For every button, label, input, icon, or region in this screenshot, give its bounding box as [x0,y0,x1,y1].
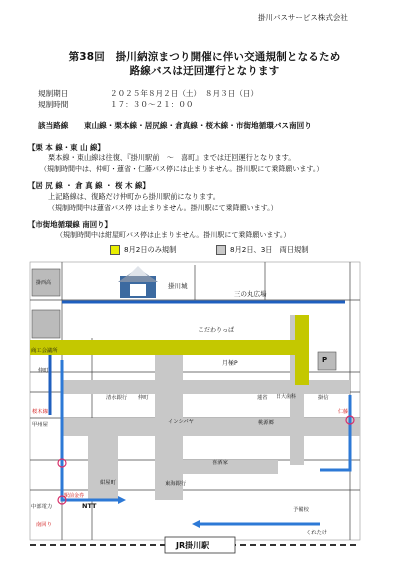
map-label-chubu: 中部電力 [31,504,53,510]
section-ijiri-line1: 上記路線は、復路だけ仲町から掛川駅前になります。 [48,192,220,201]
map-label-ntt: NTT [82,502,97,510]
legend-yellow-label: 8月2日のみ規制 [124,245,177,254]
map-label-jr-station: JR掛川駅 [176,541,210,550]
map-label-nakamachi: 仲町 [38,368,49,374]
castle-icon [118,266,158,298]
map-label-renji: 蓮省 [257,395,268,401]
map-label-tousyoku: 喜酒家 [212,460,228,466]
map-label-shiroyama: 紺屋町 [100,480,116,486]
map-label-shimizu-bank: 清水銀行 [106,395,128,401]
map-label-koushu: 甲州屋 [32,422,48,428]
map-label-yobikou: 予備校 [293,507,309,513]
map-label-kodawarippa: こだわりっぱ [198,327,235,334]
company-name: 掛川バスサービス株式会社 [258,13,348,22]
period-label: 規制期日 [38,89,69,98]
page-title-line1: 第38回 掛川納涼まつり開催に伴い交通規制となるため [68,51,341,63]
period-value: ２０２５年８月２日（土） ８月３日（日） [110,89,259,98]
section-kurimoto-line1: 栗本線・東山線は往復、『掛川駅前 ～ 喜町』までは迂回運行となります。 [48,153,296,162]
map-label-minamimawari: 南回り [36,522,52,528]
map-label-kakegawa-high: 掛西高 [36,280,52,286]
target-routes-value: 東山線・栗本線・居尻線・倉真線・桜木線・市街地循環バス南回り [84,121,312,130]
target-routes-label: 該当路線 [38,121,69,130]
map-label-p: P [322,356,328,364]
section-ijiri-line2: （規制時間中は蓮省バス停 は止まりません。掛川駅にて乗降願います。） [48,204,278,212]
map-label-inshi: インシバヤ [168,419,194,425]
section-shigaichi-line1: （規制時間中は紺屋町バス停は止まりません。掛川駅にて乗降願います。） [56,231,291,239]
section-kurimoto-heading: 【栗 本 線・東 山 線】 [28,143,105,152]
section-shigaichi-heading: 【市街地循環線 南回り】 [28,220,112,229]
section-ijiri-heading: 【居 尻 線 ・ 倉 真 線 ・ 桜 木 線】 [28,181,150,190]
map-label-sannomaru: 三の丸広場 [234,290,267,298]
map-label-higashi-ginko: 東海銀行 [165,481,187,487]
time-value: １７：３０～２１：００ [110,100,194,109]
map-label-sakuragi: 桜木線 [32,409,48,415]
chamber-block [32,310,60,338]
page-title-line2: 路線バスは迂回運行となります [129,65,280,77]
map-label-kippousya: 桃源郷 [258,420,274,426]
section-kurimoto-line2: （規制時間中は、仲町・蓮省・仁藤バス停には止まりません。掛川駅にて乗降願います。） [40,165,324,173]
map-label-kakegawa-bus: 掛信 [318,395,329,401]
map-label-tsukise-p: 月極P [222,360,238,367]
map-label-shiga: 仁藤 [338,409,349,415]
map-label-station-mae: 駅前金券 [64,493,85,499]
map-label-castle: 掛川城 [168,282,188,290]
map-label-chamber: 商工会議所 [31,348,58,354]
time-label: 規制時間 [38,100,69,109]
map-label-nakamachi-bus: 仲町 [138,395,149,401]
legend-gray-label: 8月2日、3日 両日規制 [230,245,309,254]
map-label-hitoyama: 日大歯科 [276,394,297,400]
arrow-heads [118,496,200,528]
map-label-kurenai: くれたけ [306,530,328,536]
